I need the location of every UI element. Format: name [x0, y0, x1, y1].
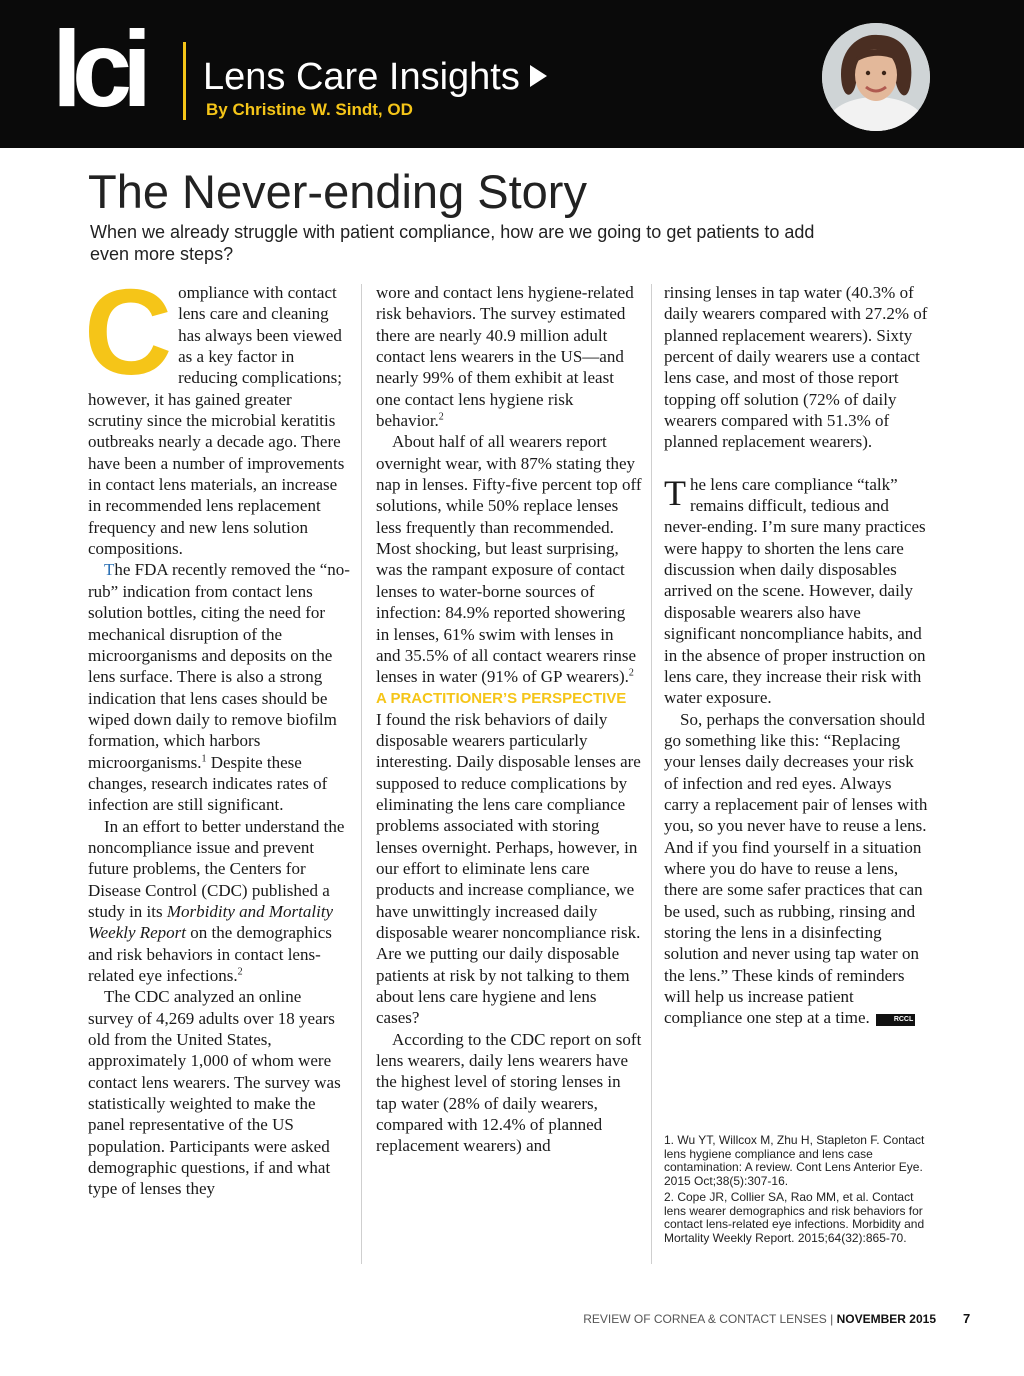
page-number: 7	[963, 1311, 971, 1326]
references-list	[664, 1134, 936, 1248]
article-deck: When we already struggle with patient compliance, how are we going to get patients to add even more steps?	[90, 222, 815, 264]
initial-letter: T	[104, 560, 115, 580]
paragraph-text: I found the risk behaviors of daily disposable wearers particularly interesting. Daily disposable lenses are supposed to reduce complications by eliminating the lens care compliance problems associated with storing lenses overnight. Perhaps, however, in our effort to eliminate lens care products and increase compliance, we have unwittingly increased daily disposable wearer noncompliance risk. Are we putting our daily disposable patients at risk by not talking to them about lens care hygiene and lens cases?	[376, 709, 641, 1028]
body-paragraph-continued	[376, 282, 642, 431]
footnote-marker: 2	[438, 411, 444, 423]
body-paragraph	[376, 1029, 642, 1157]
header-banner	[0, 0, 1024, 148]
initial-letter: T	[664, 472, 686, 513]
footnote-marker-holder: wore and contact lens hygiene-related risk behaviors. The survey estimated there are nearly 40.9 million adult contact lens wearers in the US—and nearly 99% of them exhibit at least one contact lens hygiene risk behavior.	[376, 283, 634, 431]
drop-cap: C	[84, 264, 173, 400]
column-series-title	[203, 56, 547, 99]
footnote-marker: 1	[201, 752, 207, 764]
text-column-2	[376, 282, 642, 1157]
paragraph-text: According to the CDC report on soft lens wearers, daily lens wearers have the highest level of storing lenses in tap water (28% of daily wearers, compared with 12.4% of planned replacement wearers) and	[376, 1029, 642, 1156]
body-paragraph	[376, 709, 642, 1029]
paragraph-text: The CDC analyzed an online survey of 4,269 adults over 18 years old from the United States, approximately 1,000 of whom were contact lens wearers. The survey was statistically weighted to make the panel representative of the US population. Participants were asked demographic questions, if and what type of lenses they	[88, 987, 341, 1199]
body-paragraph	[88, 816, 350, 987]
body-paragraph	[376, 431, 642, 687]
series-name: Lens Care Insights	[203, 56, 520, 98]
paragraph-text: In an effort to better understand the noncompliance issue and prevent future problems, the Centers for Disease Control (CDC) published a study in its	[88, 816, 345, 921]
column-divider	[651, 284, 652, 1264]
column-logo: lci	[52, 8, 143, 129]
body-paragraph	[84, 264, 350, 559]
play-arrow-icon	[530, 65, 547, 87]
logo-divider	[183, 42, 186, 120]
text-column-3	[664, 282, 928, 1029]
paragraph-text: So, perhaps the conversation should go something like this: “Replacing your lenses daily decreases your risk of infection and red eyes. Always carry a replacement pair of lenses with you, so you never have to reuse a lens. And if you find yourself in a situation where you do have to reuse a lens, there are some safer practices that can be used, such as rubbing, rinsing and storing the lens in a disinfecting solution and never using tap water on the lens.” These kinds of reminders will help us increase patient compliance one step at a time.	[664, 709, 928, 1028]
text-column-1	[84, 264, 350, 1200]
end-mark-icon: RCCL	[876, 1014, 915, 1026]
issue-date: NOVEMBER 2015	[836, 1312, 936, 1326]
article-title: The Never-ending Story	[88, 165, 587, 218]
body-paragraph	[664, 474, 928, 709]
reference-item: 2. Cope JR, Collier SA, Rao MM, et al. Contact lens wearer demographics and risk behaviors for contact lens-related eye infections. Morbidity and Mortality Weekly Report. 2015;64(32):865-70.	[664, 1190, 925, 1245]
author-photo	[822, 23, 930, 131]
footer-separator: |	[830, 1312, 834, 1326]
reference-item: 1. Wu YT, Willcox M, Zhu H, Stapleton F. Contact lens hygiene compliance and lens case contamination: A review. Cont Lens Anterior Eye. 2015 Oct;38(5):307-16.	[664, 1133, 925, 1188]
paragraph-text: About half of all wearers report overnight wear, with 87% stating they nap in lenses. Fifty-five percent top off solutions, while 50% replace lenses less frequently than recommended. Most shocking, but least surprising, was the rampant exposure of contact lenses to water-borne sources of infection: 84.9% reported showering in lenses, 61% swim with lenses in and 35.5% of all contact wearers rinse lenses in water (91% of GP wearers).	[376, 432, 642, 687]
page-footer	[583, 1312, 936, 1326]
footnote-marker: 2	[237, 966, 243, 978]
footnote-marker: 2	[628, 667, 634, 679]
paragraph-text: Despite these changes, research indicates rates of infection are still significant.	[88, 752, 328, 815]
author-byline: By Christine W. Sindt, OD	[206, 100, 413, 119]
journal-title: Morbidity and Mortality Weekly Report	[88, 901, 334, 943]
paragraph-text: he FDA recently removed the “no-rub” indication from contact lens solution bottles, citing the need for mechanical disruption of the microorganisms and deposits on the lens surface. There is also a strong indication that lens cases should be wiped down daily to remove biofilm formation, which harbors microorganisms.	[88, 560, 350, 772]
paragraph-text: ompliance with contact lens care and cleaning has always been viewed as a key factor in reducing complications; however, it has gained greater scrutiny since the microbial keratitis outbreaks nearly a decade ago. There have been a number of improvements in contact lens materials, an increase in recommended lens replacement frequency and new lens solution compositions.	[88, 283, 345, 559]
body-paragraph	[88, 986, 350, 1199]
body-paragraph-continued: rinsing lenses in tap water (40.3% of daily wearers compared with 27.2% of planned replacement wearers). Sixty percent of daily wearers use a contact lens case, and most of those report topping off solution (72% of daily wearers compared with 51.3% of planned replacement wearers).	[664, 283, 928, 452]
column-divider	[361, 284, 362, 1264]
section-gap	[664, 453, 928, 474]
body-paragraph	[664, 709, 928, 1029]
paragraph-text: on the demographics and risk behaviors in contact lens-related eye infections.	[88, 923, 332, 985]
section-subhead: A PRACTITIONER’S PERSPECTIVE	[376, 689, 627, 707]
author-portrait-icon	[822, 23, 930, 131]
paragraph-text: he lens care compliance “talk” remains difficult, tedious and never-ending. I’m sure many practices were happy to shorten the lens care discussion when daily disposables arrived on the scene. However, daily disposable wearers also have significant noncompliance habits, and in the absence of proper instruction on lens care, they increase their risk with water exposure.	[664, 474, 926, 708]
publication-name: REVIEW OF CORNEA & CONTACT LENSES	[583, 1312, 827, 1326]
body-paragraph	[88, 559, 350, 815]
